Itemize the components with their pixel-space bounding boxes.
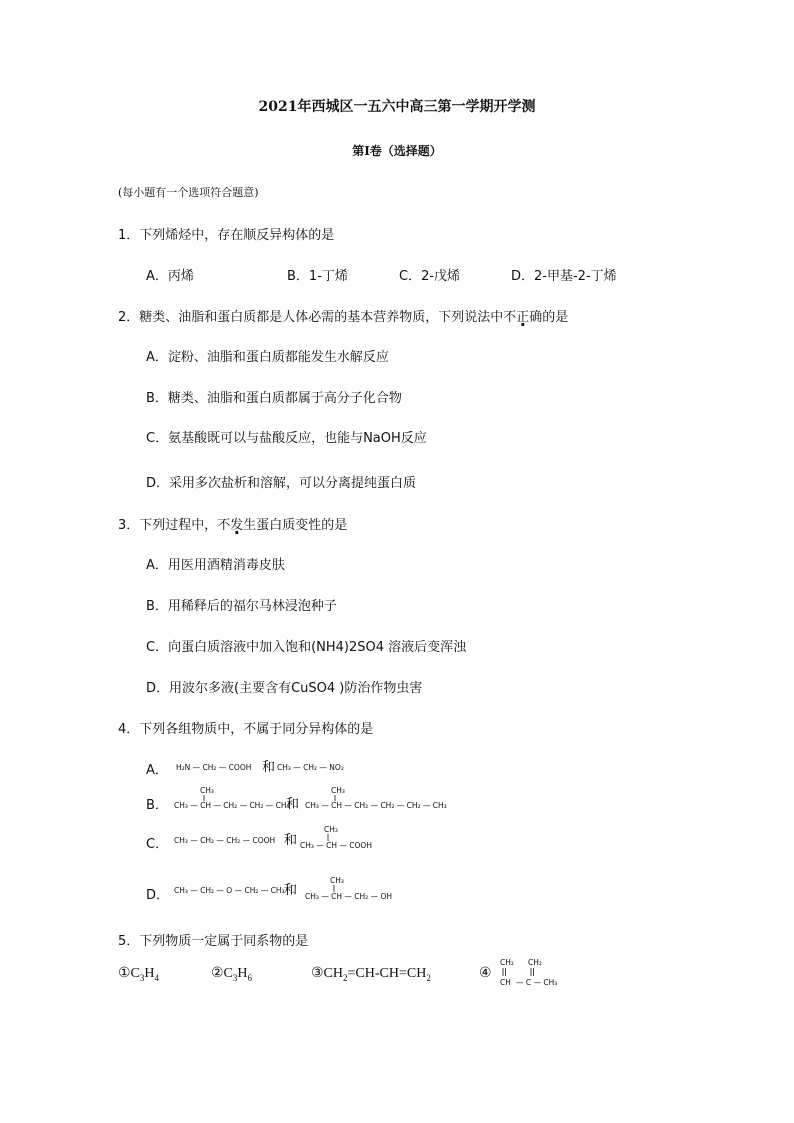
q2-stem-emphasis [503,306,542,325]
q5-s4-ch2-left: CH₂ [500,958,514,967]
q4-b1-branch: CH₃ [200,786,214,795]
q4-a-formula-1: H₂N — CH₂ — COOH [176,763,252,772]
q3-option-a: A．用医用酒精消毒皮肤 [146,558,285,573]
q4-b-formula-2: CH₃ — CH — CH₂ — CH₂ — CH₂ — CH₃ [305,801,447,810]
q4-d-formula-1: CH₃ — CH₂ — O — CH₂ — CH₃ [174,886,285,895]
q3-emphasis-text: 不发生 [217,518,257,533]
q5-item-2-sub-c: 3 [232,972,238,983]
q4-a-formula-2: CH₃ — CH₂ — NO₂ [277,763,344,772]
q1-option-a: A．丙烯 [146,269,194,284]
q2-emphasis-text: 不正确 [503,310,543,325]
q2-stem-part1: 2．糖类、油脂和蛋白质都是人体必需的基本营养物质，下列说法中 [118,310,504,325]
q2-option-d: D．采用多次盐析和溶解，可以分离提纯蛋白质 [146,476,417,491]
q4-option-a-formulas [176,758,536,778]
q5-item-4-label: ④ [479,966,492,981]
q4-c-formula-1: CH₃ — CH₂ — CH₂ — COOH [174,836,276,845]
q5-s4-ch2-right: CH₂ [528,958,542,967]
q2-option-a: A．淀粉、油脂和蛋白质都能发生水解反应 [146,350,389,365]
q2-option-b: B．糖类、油脂和蛋白质都属于高分子化合物 [146,391,402,406]
q5-item-1 [118,965,159,983]
q4-d-formula-2: CH₃ — CH — CH₂ — OH [305,892,392,901]
q3-option-b: B．用稀释后的福尔马林浸泡种子 [146,599,337,614]
q4-label-c: C． [146,837,169,852]
q2-option-c: C．氨基酸既可以与盐酸反应，也能与NaOH反应 [146,431,427,446]
q5-item-2-prefix: ②C [211,966,233,981]
q3-option-d: D．用波尔多液(主要含有CuSO4 )防治作物虫害 [146,681,423,696]
q4-d2-branch: CH₃ [330,876,344,885]
q1-option-b: B．1-丁烯 [287,269,348,284]
q3-option-c: C．向蛋白质溶液中加入饱和(NH4)2SO4 溶液后变浑浊 [146,640,467,655]
q5-item-2-sub-h: 6 [247,972,253,983]
q4-option-c-formulas [174,824,394,856]
q4-d-conj: 和 [284,883,298,898]
q5-item-1-sub-c: 3 [139,972,145,983]
q5-item-1-h: H [144,966,155,981]
q5-s4-chain: — C — CH₃ [516,978,558,987]
q4-b-conj: 和 [286,797,300,812]
question-4-stem: 4．下列各组物质中，不属于同分异构体的是 [118,722,374,737]
q3-stem-part1: 3．下列过程中， [118,518,218,533]
q4-label-b: B． [146,798,168,813]
q5-item-2-h: H [237,966,248,981]
q4-b2-branch: CH₃ [331,786,345,795]
q4-c2-branch: CH₃ [324,825,338,834]
q4-c-conj: 和 [284,833,298,848]
question-3-stem [118,514,347,533]
q3-stem-emphasis [217,514,256,533]
q5-item-3 [311,965,431,983]
q3-stem-part3: 蛋白质变性的是 [256,518,348,533]
q4-label-a: A． [146,763,168,778]
q4-label-d: D． [146,888,170,903]
q2-stem-part3: 的是 [542,310,569,325]
q1-option-c: C．2-戊烯 [399,269,461,284]
q5-item-3-sub-1: 2 [343,972,348,983]
instruction-note: (每小题有一个选项符合题意) [118,186,259,199]
q5-item-4-structure [500,956,590,990]
page-title: 2021年西城区一五六中高三第一学期开学测 [258,99,536,115]
q4-a-conj: 和 [262,760,276,775]
question-2-stem [118,306,568,325]
q5-s4-ch: CH [500,978,511,987]
section-title: 第Ⅰ卷（选择题） [352,144,442,158]
q5-item-2 [211,965,252,983]
q4-option-b-formulas [174,786,464,816]
q1-option-d: D．2-甲基-2-丁烯 [511,269,617,284]
q5-item-1-sub-h: 4 [154,972,160,983]
q4-c-formula-2: CH₃ — CH — COOH [300,841,372,850]
q5-item-3-mid: =CH-CH=CH [347,966,427,981]
q4-option-d-formulas [174,874,414,906]
q5-item-1-prefix: ①C [118,966,140,981]
q5-item-3-sub-2: 2 [426,972,431,983]
question-5-stem: 5．下列物质一定属于同系物的是 [118,934,309,949]
q4-b-formula-1: CH₃ — CH — CH₂ — CH₂ — CH₃ [174,801,290,810]
q5-item-3-prefix: ③CH [311,966,343,981]
question-1-stem: 1．下列烯烃中，存在顺反异构体的是 [118,228,335,243]
